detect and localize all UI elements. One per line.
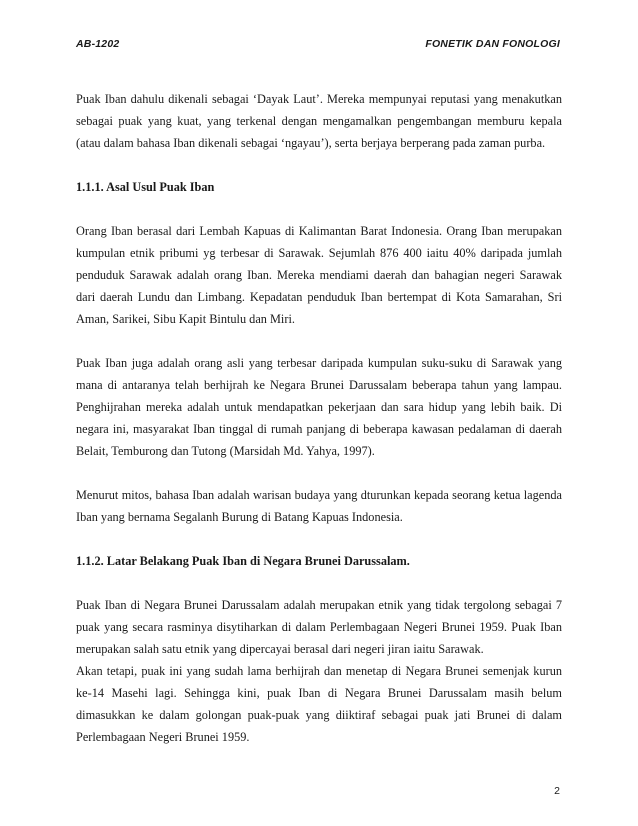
section-heading-latar-belakang: 1.1.2. Latar Belakang Puak Iban di Negara Brunei Darussalam.	[76, 554, 410, 568]
page-number: 2	[554, 785, 560, 797]
paragraph-brunei-history: Akan tetapi, puak ini yang sudah lama berhijrah dan menetap di Negara Brunei semenjak kurun ke-14 Masehi lagi. Sehingga kini, puak Iban di Negara Brunei Darussalam masih belum dimasukkan ke dalam golongan puak-puak yang diiktiraf sebagai puak jati Brunei di dalam Perlembagaan Negeri Brunei 1959.	[76, 664, 562, 744]
paragraph-myth: Menurut mitos, bahasa Iban adalah warisan budaya yang dturunkan kepada seorang ketua lagenda Iban yang bernama Segalanh Burung di Batang Kapuas Indonesia.	[76, 488, 562, 524]
section-heading-asal-usul: 1.1.1. Asal Usul Puak Iban	[76, 180, 215, 194]
document-body	[76, 88, 562, 748]
paragraph-origin: Orang Iban berasal dari Lembah Kapuas di Kalimantan Barat Indonesia. Orang Iban merupakan kumpulan etnik pribumi yg terbesar di Sarawak. Sejumlah 876 400 iaitu 40% daripada jumlah penduduk Sarawak adalah orang Iban. Mereka mendiami daerah dan bahagian negeri Sarawak dari daerah Lundu dan Limbang. Kepadatan penduduk Iban bertempat di Kota Samarahan, Sri Aman, Sarikei, Sibu Kapit Bintulu dan Miri.	[76, 224, 562, 326]
page-header	[76, 38, 560, 54]
paragraph-intro: Puak Iban dahulu dikenali sebagai ‘Dayak Laut’. Mereka mempunyai reputasi yang menakutkan sebagai puak yang kuat, yang terkenal dengan mengamalkan pengembangan memburu kepala (atau dalam bahasa Iban dikenali sebagai ‘ngayau’), serta berjaya berperang pada zaman purba.	[76, 92, 562, 150]
course-code: AB-1202	[76, 38, 120, 50]
paragraph-migration: Puak Iban juga adalah orang asli yang terbesar daripada kumpulan suku-suku di Sarawak yang mana di antaranya telah berhijrah ke Negara Brunei Darussalam beberapa tahun yang lampau. Penghijrahan mereka adalah untuk mendapatkan pekerjaan dan sara hidup yang lebih baik. Di negara ini, masyarakat Iban tinggal di rumah panjang di beberapa kawasan pedalaman di daerah Belait, Temburong dan Tutong (Marsidah Md. Yahya, 1997).	[76, 356, 562, 458]
course-title: FONETIK DAN FONOLOGI	[425, 38, 560, 50]
paragraph-brunei-status: Puak Iban di Negara Brunei Darussalam adalah merupakan etnik yang tidak tergolong sebagai 7 puak yang secara rasminya disytiharkan di dalam Perlembagaan Negeri Brunei 1959. Puak Iban merupakan salah satu etnik yang dipercayai berasal dari negeri jiran iaitu Sarawak.	[76, 598, 562, 656]
